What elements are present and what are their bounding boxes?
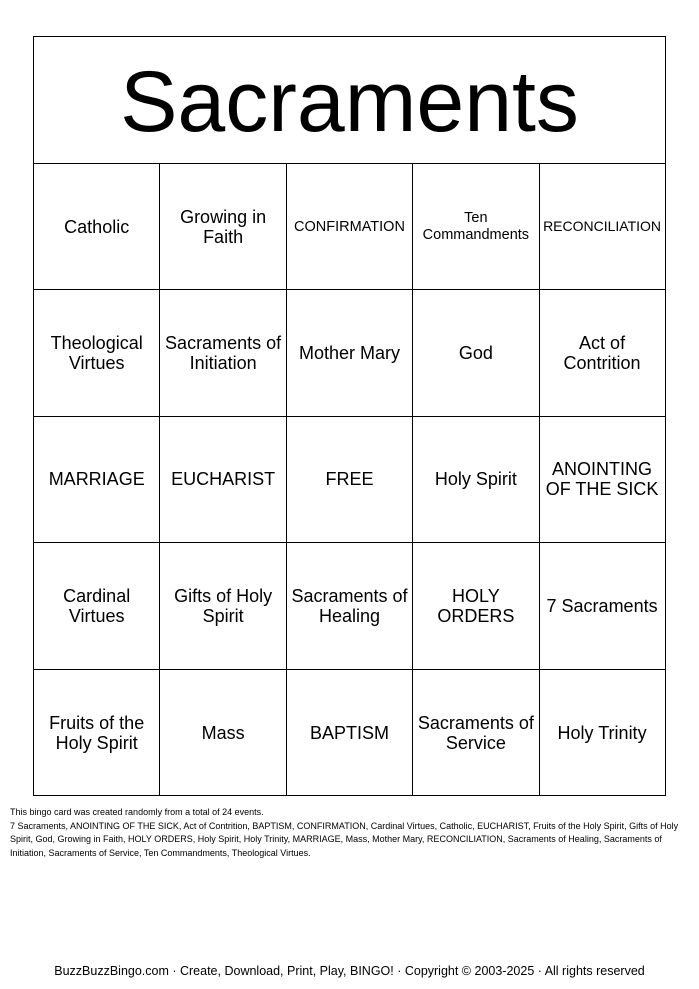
bingo-cell: Growing in Faith — [160, 164, 286, 290]
bingo-cell: CONFIRMATION — [287, 164, 413, 290]
bingo-cell: MARRIAGE — [34, 417, 160, 543]
bingo-cell: ANOINTING OF THE SICK — [540, 417, 665, 543]
bingo-cell: BAPTISM — [287, 670, 413, 796]
card-header — [34, 37, 665, 164]
bingo-cell: Cardinal Virtues — [34, 543, 160, 669]
card-info-note — [10, 806, 690, 860]
bingo-cell: Fruits of the Holy Spirit — [34, 670, 160, 796]
bingo-grid — [34, 164, 665, 796]
bingo-cell: Sacraments of Initiation — [160, 290, 286, 416]
bingo-cell: Holy Spirit — [413, 417, 539, 543]
bingo-cell: HOLY ORDERS — [413, 543, 539, 669]
bingo-cell: Theological Virtues — [34, 290, 160, 416]
bingo-cell: Sacraments of Healing — [287, 543, 413, 669]
bingo-cell: Gifts of Holy Spirit — [160, 543, 286, 669]
card-info-summary: This bingo card was created randomly from a total of 24 events. — [10, 807, 264, 817]
site-footer: BuzzBuzzBingo.com · Create, Download, Print, Play, BINGO! · Copyright © 2003-2025 · All rights reserved — [54, 964, 645, 978]
bingo-cell: 7 Sacraments — [540, 543, 665, 669]
card-title: Sacraments — [120, 54, 579, 150]
bingo-cell: EUCHARIST — [160, 417, 286, 543]
bingo-cell: Holy Trinity — [557, 722, 647, 743]
card-event-list: 7 Sacraments, ANOINTING OF THE SICK, Act of Contrition, BAPTISM, CONFIRMATION, Cardinal Virtues, Catholic, EUCHARIST, Fruits of the Holy Spirit, Gifts of Holy Spirit, God, Growing in Faith, HOLY ORDERS, Holy Spirit, Holy Trinity, MARRIAGE, Mass, Mother Mary, RECONCILIATION, Sacraments of Healing, Sacraments of Initiation, Sacraments of Service, Ten Commandments, Theological Virtues. — [10, 820, 679, 858]
bingo-cell: Act of Contrition — [540, 290, 665, 416]
bingo-cell: RECONCILIATION — [540, 164, 665, 290]
free-space: FREE — [287, 417, 413, 543]
bingo-card — [33, 36, 666, 796]
bingo-cell: Catholic — [34, 164, 160, 290]
bingo-cell: God — [413, 290, 539, 416]
bingo-cell: Mass — [160, 670, 286, 796]
bingo-cell: Ten Commandments — [413, 164, 539, 290]
bingo-cell: Sacraments of Service — [413, 670, 539, 796]
bingo-cell: Mother Mary — [287, 290, 413, 416]
